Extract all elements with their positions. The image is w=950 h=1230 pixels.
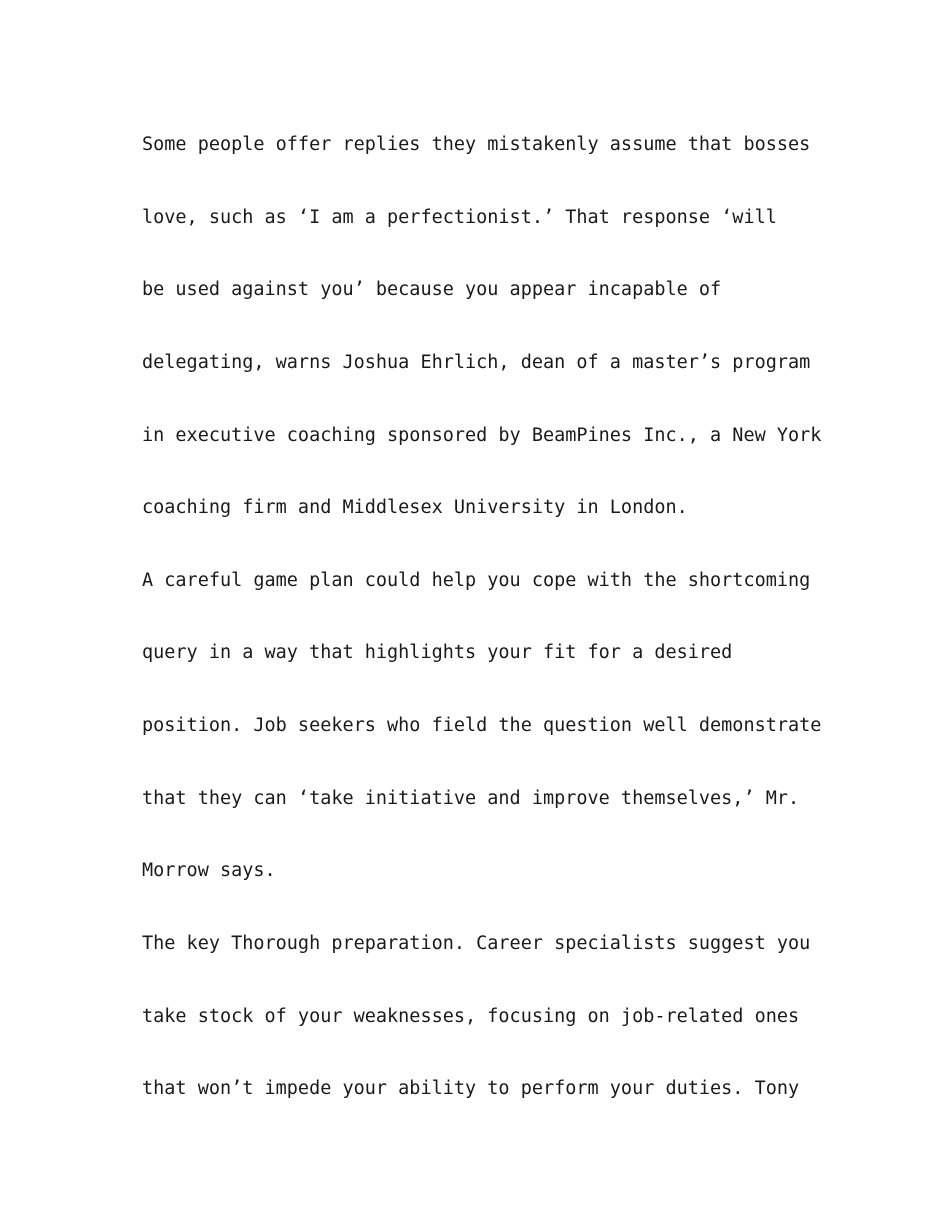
text-line: Some people offer replies they mistakenly assume that bosses <box>142 134 811 155</box>
text-line: in executive coaching sponsored by BeamPines Inc., a New York <box>142 425 822 446</box>
text-line: coaching firm and Middlesex University in London. <box>142 497 688 518</box>
text-line: delegating, warns Joshua Ehrlich, dean of a master’s program <box>142 352 811 373</box>
text-line: take stock of your weaknesses, focusing on job-related ones <box>142 1006 800 1027</box>
text-line: position. Job seekers who field the question well demonstrate <box>142 715 822 736</box>
text-line: A careful game plan could help you cope with the shortcoming <box>142 570 811 591</box>
text-line: that they can ‘take initiative and improve themselves,’ Mr. <box>142 788 800 809</box>
text-line: be used against you’ because you appear incapable of <box>142 279 722 300</box>
text-line: love, such as ‘I am a perfectionist.’ That response ‘will <box>142 207 777 228</box>
text-line: Morrow says. <box>142 860 276 881</box>
text-line: The key Thorough preparation. Career specialists suggest you <box>142 933 811 954</box>
text-line: that won’t impede your ability to perform your duties. Tony <box>142 1078 800 1099</box>
text-line: query in a way that highlights your fit for a desired <box>142 642 733 663</box>
